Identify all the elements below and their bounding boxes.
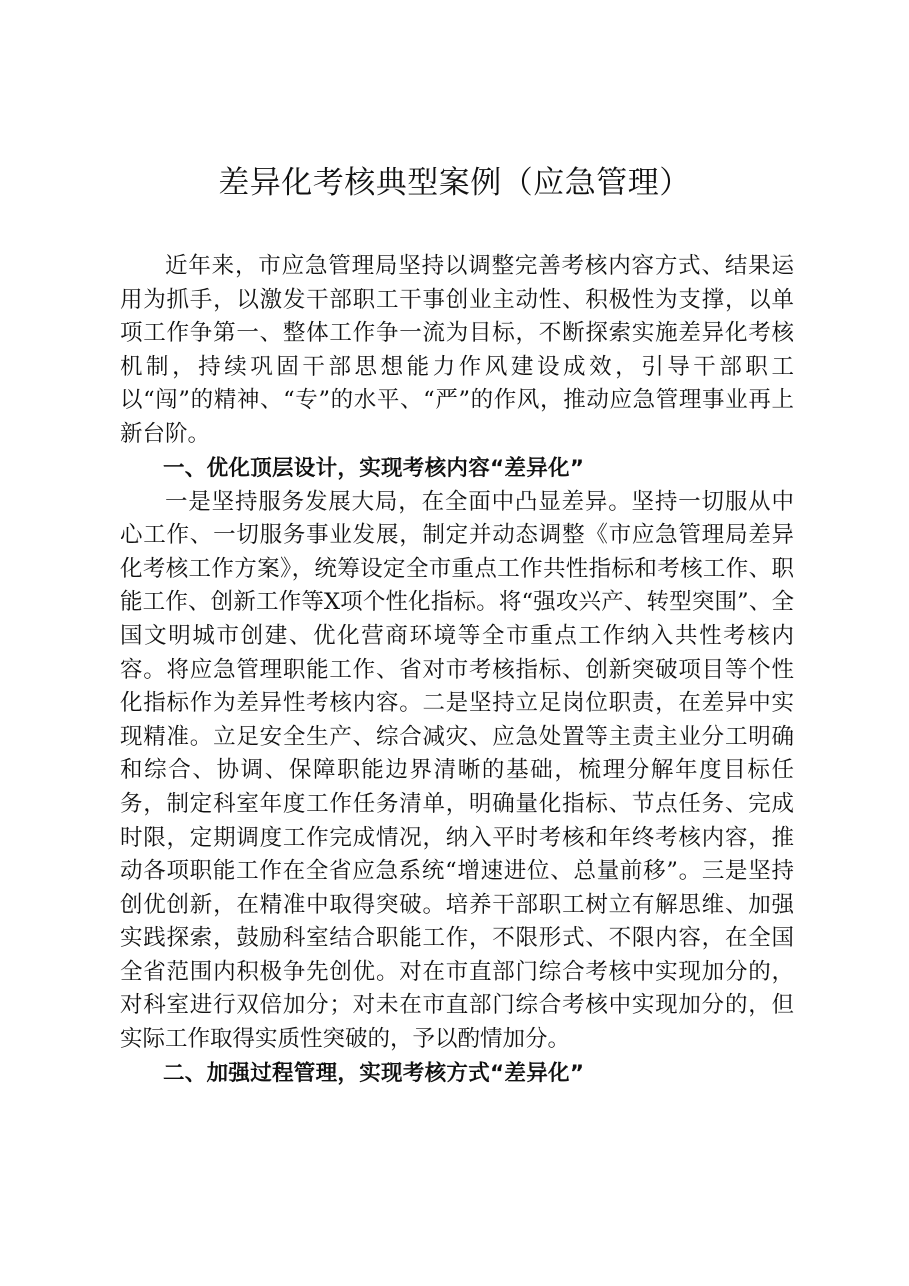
section-2-heading: 二、加强过程管理，实现考核方式“差异化” — [163, 1060, 585, 1086]
document-title: 差异化考核典型案例（应急管理） — [218, 165, 691, 201]
section-1-heading: 一、优化顶层设计，实现考核内容“差异化” — [163, 455, 585, 481]
document-body — [120, 250, 794, 1091]
section-1-paragraph: 一是坚持服务发展大局，在全面中凸显差异。坚持一切服从中心工作、一切服务事业发展，制定并动态调整《市应急管理局差异化考核工作方案》，统筹设定全市重点工作共性指标和考核工作、职能工作、创新工作等X项个性化指标。将“强攻兴产、转型突围”、全国文明城市创建、优化营商环境等全市重点工作纳入共性考核内容。将应急管理职能工作、省对市考核指标、创新突破项目等个性化指标作为差异性考核内容。二是坚持立足岗位职责，在差异中实现精准。立足安全生产、综合减灾、应急处置等主责主业分工明确和综合、协调、保障职能边界清晰的基础，梳理分解年度目标任务，制定科室年度工作任务清单，明确量化指标、节点任务、完成时限，定期调度工作完成情况，纳入平时考核和年终考核内容，推动各项职能工作在全省应急系统“增速进位、总量前移”。三是坚持创优创新，在精准中取得突破。培养干部职工树立有解思维、加强实践探索，鼓励科室结合职能工作，不限形式、不限内容，在全国全省范围内积极争先创优。对在市直部门综合考核中实现加分的，对科室进行双倍加分；对未在市直部门综合考核中实现加分的，但实际工作取得实质性突破的，予以酌情加分。 — [120, 488, 794, 1053]
intro-paragraph: 近年来，市应急管理局坚持以调整完善考核内容方式、结果运用为抓手，以激发干部职工干事创业主动性、积极性为支撑，以单项工作争第一、整体工作争一流为目标，不断探索实施差异化考核机制，持续巩固干部思想能力作风建设成效，引导干部职工以“闯”的精神、“专”的水平、“严”的作风，推动应急管理事业再上新台阶。 — [120, 253, 794, 447]
